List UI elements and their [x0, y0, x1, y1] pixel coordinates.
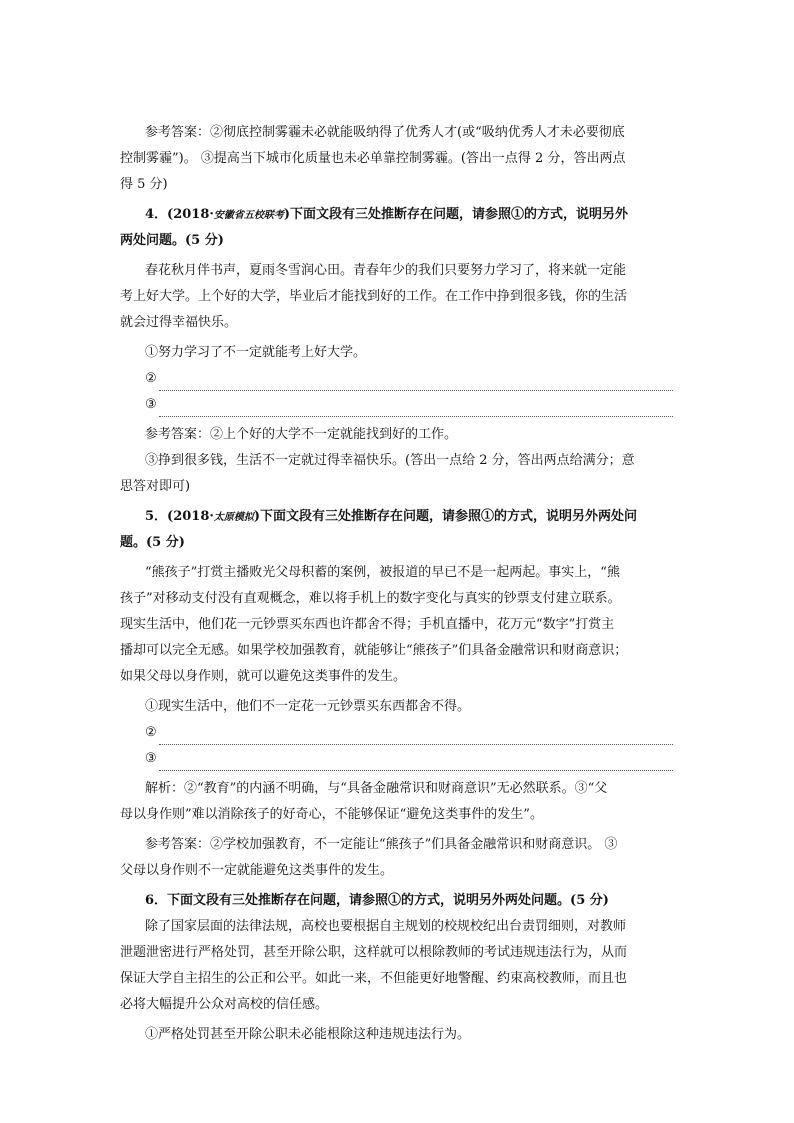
q4-item-3-marker: ③ [145, 397, 157, 412]
q6-item-1: ①严格处罚甚至开除公职未必能根除这种违规违法行为。 [145, 1027, 471, 1042]
q4-item-2-blank[interactable] [145, 366, 673, 391]
q3-answer-line-1: 参考答案：②彻底控制雾霾未必就能吸纳得了优秀人才(或“吸纳优秀人才未必要彻底 [145, 125, 625, 140]
q6-passage-line-4: 必将大幅提升公众对高校的信任感。 [120, 997, 329, 1012]
q4-heading-line-2: 两处问题。(5 分) [120, 233, 224, 248]
q6-passage-line-1: 除了国家层面的法律法规，高校也要根据自主规划的校规校纪出台责罚细则，对教师 [145, 919, 627, 934]
q4-answer-line-3: 思答对即可) [120, 479, 191, 494]
q4-passage-line-2: 考上好大学。上个好的大学，毕业后才能找到好的工作。在工作中挣到很多钱，你的生活 [120, 289, 628, 304]
q4-answer-line-2: ③挣到很多钱，生活不一定就过得幸福快乐。(答出一点给 2 分，答出两点给满分；意 [145, 453, 635, 468]
q4-item-3-blank[interactable] [145, 392, 673, 417]
q5-source: 太原模拟 [213, 512, 254, 523]
q5-item-2-blank[interactable] [145, 720, 673, 745]
q5-item-1: ①现实生活中，他们不一定花一元钞票买东西都舍不得。 [145, 699, 471, 714]
q5-passage-line-5: 如果父母以身作则，就可以避免这类事件的发生。 [120, 669, 407, 684]
q5-answer-line-2: 父母以身作则不一定就能避免这类事件的发生。 [120, 863, 394, 878]
q4-instruction: )下面文段有三处推断存在问题，请参照①的方式，说明另外 [283, 207, 629, 222]
q5-item-3-blank[interactable] [145, 746, 673, 771]
q5-item-3-line [159, 754, 673, 771]
q4-source: 安徽省五校联考 [213, 210, 284, 221]
q4-item-2-marker: ② [145, 371, 157, 386]
q5-passage-line-1: “熊孩子”打赏主播败光父母积蓄的案例，被报道的早已不是一起两起。事实上，“熊 [145, 565, 620, 580]
q4-item-1: ①努力学习了不一定就能考上好大学。 [145, 345, 367, 360]
q3-answer-line-2: 控制雾霾”)。 ③提高当下城市化质量也未必单靠控制雾霾。(答出一点得 2 分，答出两点 [120, 151, 626, 166]
q5-item-3-marker: ③ [145, 751, 157, 766]
q3-answer-line-3: 得 5 分) [120, 177, 168, 192]
q5-item-2-line [159, 728, 673, 745]
q4-item-2-line [159, 374, 673, 391]
q5-item-2-marker: ② [145, 725, 157, 740]
q6-passage-line-2: 泄题泄密进行严格处罚，甚至开除公职，这样就可以根除教师的考试违规违法行为，从而 [120, 945, 628, 960]
q4-passage-line-3: 就会过得幸福快乐。 [120, 315, 238, 330]
q4-heading [145, 202, 705, 228]
q5-passage-line-4: 播却可以完全无感。如果学校加强教育，就能够让“熊孩子”们具备金融常识和财商意识； [120, 643, 628, 658]
q5-number: 5．(2018· [145, 509, 214, 524]
q5-heading-line-2: 题。(5 分) [120, 535, 185, 550]
q4-answer-line-1: 参考答案：②上个好的大学不一定就能找到好的工作。 [145, 427, 458, 442]
q5-analysis-line-2: 母以身作则”难以消除孩子的好奇心，不能够保证“避免这类事件的发生”。 [120, 807, 543, 822]
q5-heading [145, 504, 705, 530]
q5-passage-line-3: 现实生活中，他们花一元钞票买东西也许都舍不得；手机直播中，花万元“数字”打赏主 [120, 617, 615, 632]
q4-number: 4．(2018· [145, 207, 214, 222]
q6-heading: 6．下面文段有三处推断存在问题，请参照①的方式，说明另外两处问题。(5 分) [145, 893, 609, 908]
q4-passage-line-1: 春花秋月伴书声，夏雨冬雪润心田。青春年少的我们只要努力学习了，将来就一定能 [145, 263, 627, 278]
q4-item-3-line [159, 400, 673, 417]
q6-passage-line-3: 保证大学自主招生的公正和公平。如此一来，不但能更好地警醒、约束高校教师，而且也 [120, 971, 628, 986]
q5-analysis-line-1: 解析：②“教育”的内涵不明确，与“具备金融常识和财商意识”无必然联系。③“父 [145, 781, 608, 796]
q5-passage-line-2: 孩子”对移动支付没有直观概念，难以将手机上的数字变化与真实的钞票支付建立联系。 [120, 591, 621, 606]
q5-answer-line-1: 参考答案：②学校加强教育，不一定能让“熊孩子”们具备金融常识和财商意识。 ③ [145, 837, 618, 852]
q5-instruction: )下面文段有三处推断存在问题，请参照①的方式，说明另外两处问 [253, 509, 638, 524]
